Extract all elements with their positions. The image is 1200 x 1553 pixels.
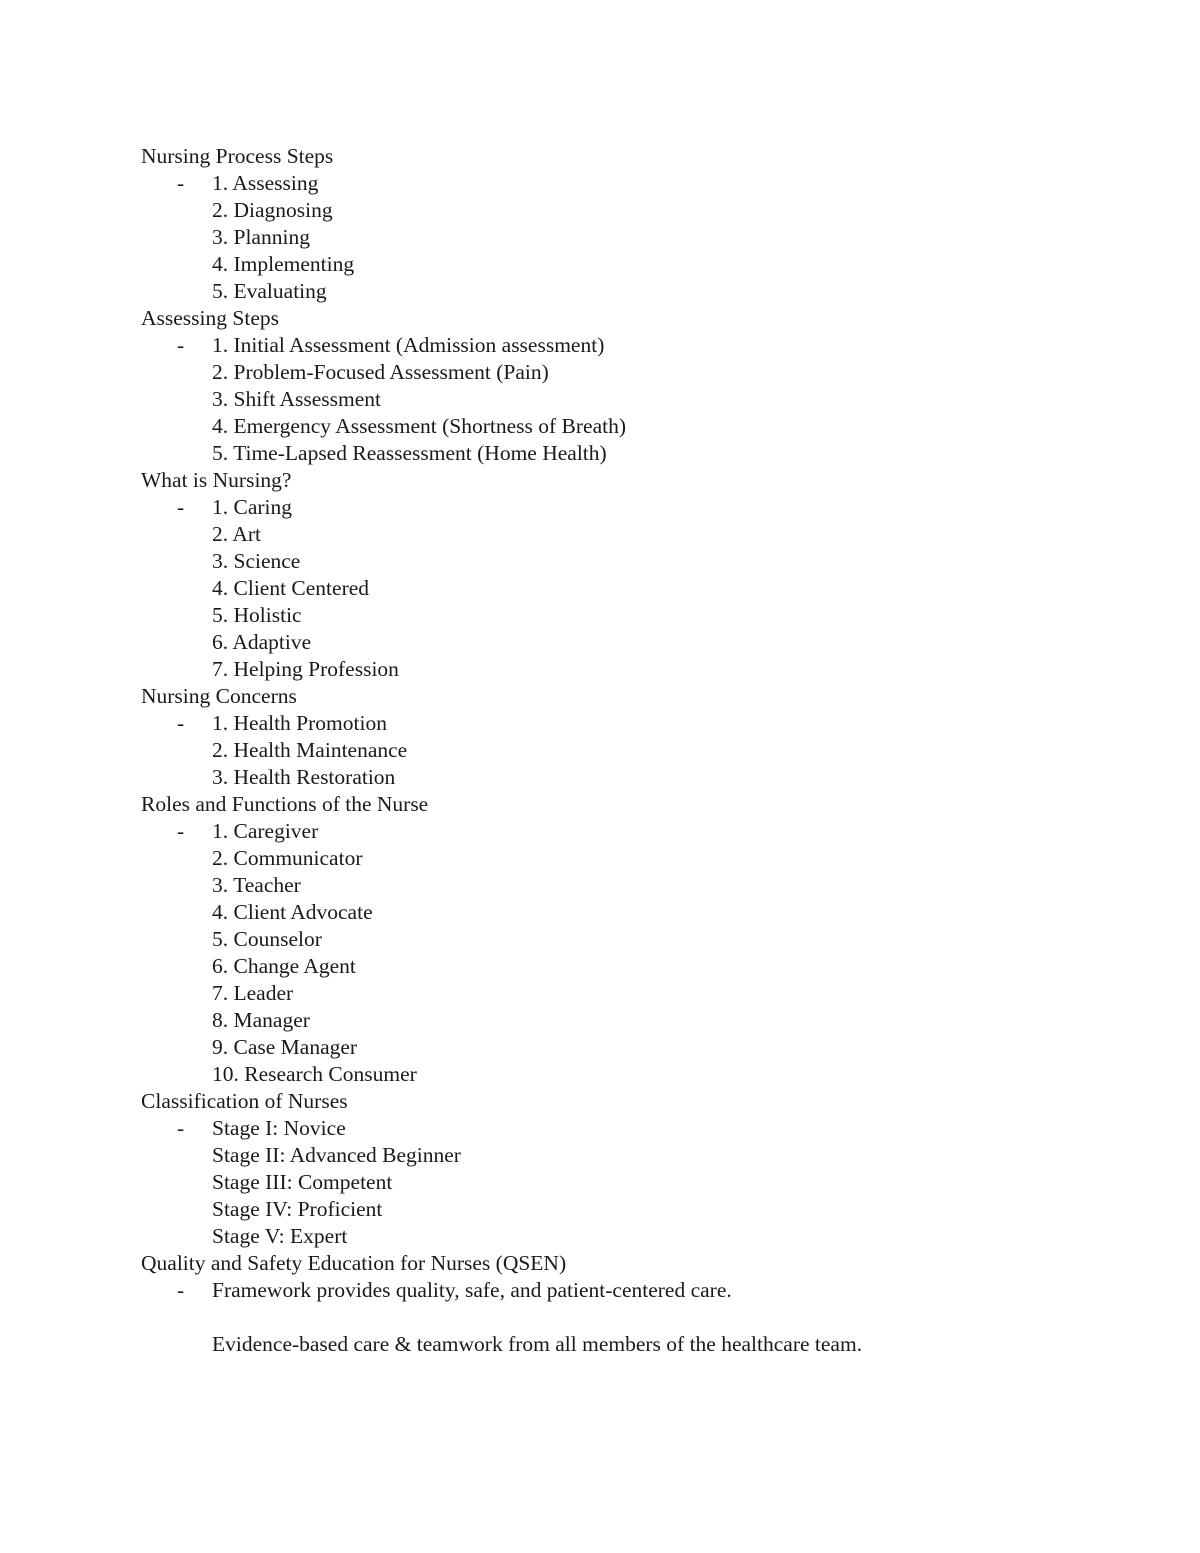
dash-bullet: - <box>177 819 185 843</box>
list-item: 4. Implementing <box>212 252 355 276</box>
list-nursing-concerns <box>141 710 1121 791</box>
list-item: 5. Holistic <box>212 603 302 627</box>
list-item: 6. Adaptive <box>212 630 312 654</box>
list-item: 7. Leader <box>212 981 294 1005</box>
list-item: 8. Manager <box>212 1008 310 1032</box>
dash-bullet: - <box>177 171 185 195</box>
list-item: Stage IV: Proficient <box>212 1197 383 1221</box>
list-item: 4. Client Advocate <box>212 900 373 924</box>
list-item: 10. Research Consumer <box>212 1062 417 1086</box>
list-roles-and-functions <box>141 818 1121 1088</box>
section-heading-roles-and-functions: Roles and Functions of the Nurse <box>141 792 429 816</box>
section-heading-nursing-process-steps: Nursing Process Steps <box>141 144 334 168</box>
list-item: 3. Science <box>212 549 301 573</box>
list-item: 2. Health Maintenance <box>212 738 408 762</box>
list-item: Stage III: Competent <box>212 1170 393 1194</box>
section-heading-what-is-nursing: What is Nursing? <box>141 468 292 492</box>
list-item: 1. Caregiver <box>212 819 319 843</box>
list-item: Stage V: Expert <box>212 1224 348 1248</box>
dash-bullet: - <box>177 333 185 357</box>
list-item: 3. Planning <box>212 225 310 249</box>
list-qsen <box>141 1277 1121 1358</box>
section-heading-qsen: Quality and Safety Education for Nurses (QSEN) <box>141 1251 567 1275</box>
list-item: 5. Time-Lapsed Reassessment (Home Health) <box>212 441 607 465</box>
list-item: Framework provides quality, safe, and patient-centered care. <box>212 1278 732 1302</box>
list-item: 3. Health Restoration <box>212 765 396 789</box>
list-item: 2. Communicator <box>212 846 363 870</box>
list-item: Evidence-based care & teamwork from all members of the healthcare team. <box>212 1332 863 1356</box>
list-item: 9. Case Manager <box>212 1035 358 1059</box>
list-item: 3. Teacher <box>212 873 301 897</box>
list-item: 1. Caring <box>212 495 293 519</box>
list-item: 4. Emergency Assessment (Shortness of Breath) <box>212 414 627 438</box>
list-item: 6. Change Agent <box>212 954 356 978</box>
list-assessing-steps <box>141 332 1121 467</box>
dash-bullet: - <box>177 711 185 735</box>
list-item: 5. Counselor <box>212 927 322 951</box>
document-body <box>141 143 1121 1358</box>
list-item: 1. Initial Assessment (Admission assessment) <box>212 333 605 357</box>
dash-bullet: - <box>177 1116 185 1140</box>
section-heading-nursing-concerns: Nursing Concerns <box>141 684 297 708</box>
dash-bullet: - <box>177 1278 185 1302</box>
section-heading-assessing-steps: Assessing Steps <box>141 306 279 330</box>
list-item: 5. Evaluating <box>212 279 327 303</box>
dash-bullet: - <box>177 495 185 519</box>
list-item: 3. Shift Assessment <box>212 387 382 411</box>
list-item: 1. Assessing <box>212 171 319 195</box>
list-item: Stage II: Advanced Beginner <box>212 1143 461 1167</box>
blank-line <box>141 1304 1121 1331</box>
list-item: Stage I: Novice <box>212 1116 346 1140</box>
list-item: 4. Client Centered <box>212 576 370 600</box>
list-item: 1. Health Promotion <box>212 711 387 735</box>
list-nursing-process-steps <box>141 170 1121 305</box>
list-item: 7. Helping Profession <box>212 657 399 681</box>
list-item: 2. Problem-Focused Assessment (Pain) <box>212 360 549 384</box>
list-what-is-nursing <box>141 494 1121 683</box>
list-item: 2. Art <box>212 522 261 546</box>
section-heading-classification-of-nurses: Classification of Nurses <box>141 1089 348 1113</box>
list-classification-of-nurses <box>141 1115 1121 1250</box>
list-item: 2. Diagnosing <box>212 198 333 222</box>
